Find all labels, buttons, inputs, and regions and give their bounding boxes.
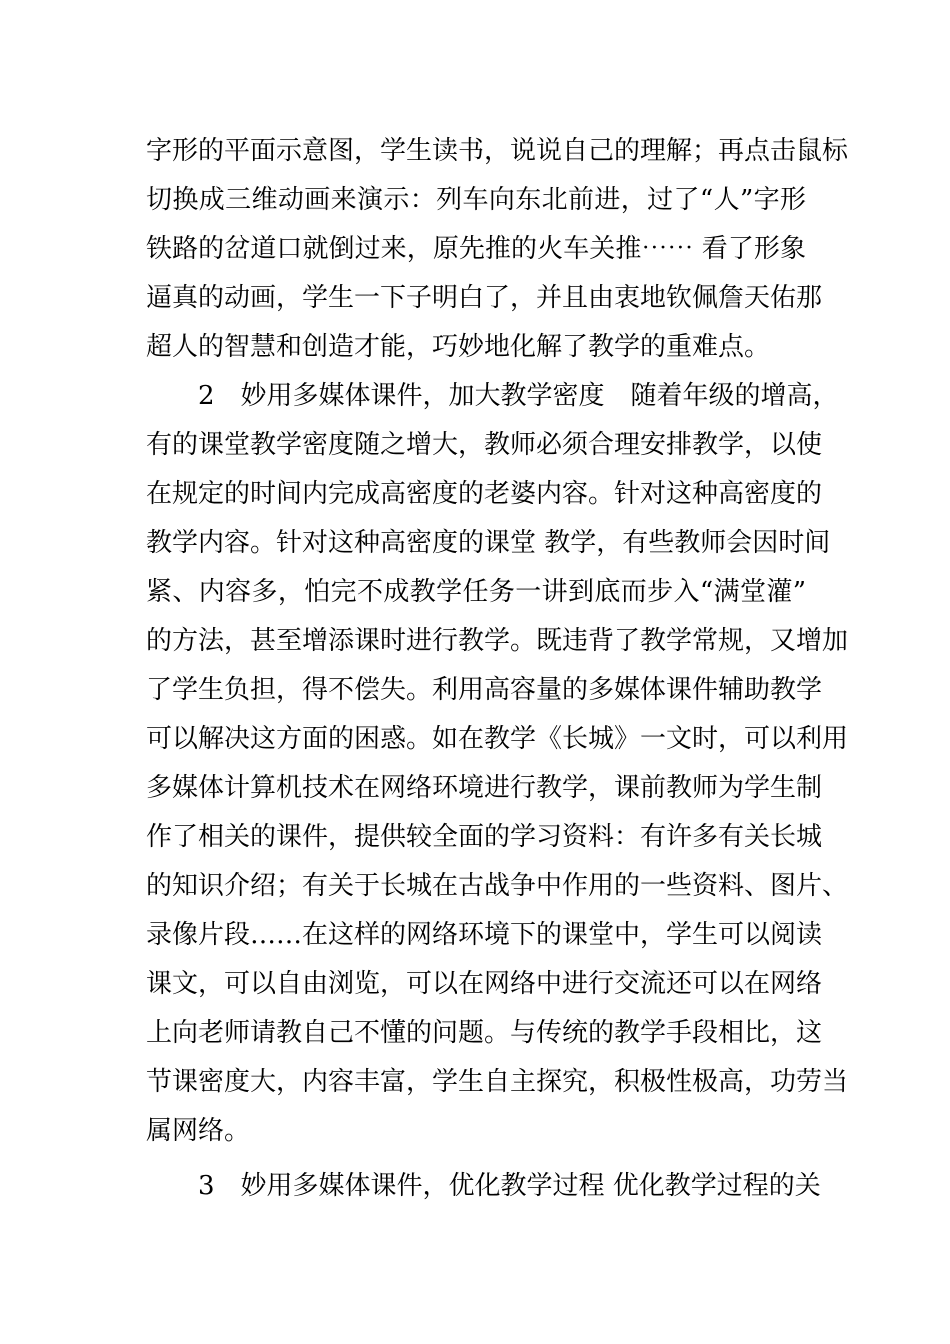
body-text [146, 127, 849, 1211]
section-heading-line: 3 妙用多媒体课件，优化教学过程 优化教学过程的关 [198, 1171, 821, 1201]
text-line: 逼真的动画，学生一下子明白了，并且由衷地钦佩詹天佑那 [146, 283, 823, 313]
text-line: 字形的平面示意图，学生读书，说说自己的理解；再点击鼠标 [146, 136, 849, 166]
text-line: 铁路的岔道口就倒过来，原先推的火车关推⋯⋯ 看了形象 [146, 234, 806, 264]
text-line: 可以解决这方面的困惑。如在教学《长城》一文时，可以利用 [146, 724, 849, 754]
text-line: 的知识介绍；有关于长城在古战争中作用的一些资料、图片、 [146, 871, 849, 901]
text-line: 超人的智慧和创造才能，巧妙地化解了教学的重难点。 [146, 332, 771, 362]
text-line: 属网络。 [146, 1116, 251, 1146]
text-line: 紧、内容多，怕完不成教学任务一讲到底而步入“满堂灌” [146, 577, 806, 607]
text-line: 了学生负担，得不偿失。利用高容量的多媒体课件辅助教学 [146, 675, 823, 705]
text-line: 课文，可以自由浏览，可以在网络中进行交流还可以在网络 [146, 969, 823, 999]
text-line: 多媒体计算机技术在网络环境进行教学，课前教师为学生制 [146, 773, 823, 803]
text-line: 节课密度大，内容丰富，学生自主探究，积极性极高，功劳当 [146, 1067, 849, 1097]
section-heading-line: 2 妙用多媒体课件，加大教学密度 随着年级的增高， [198, 381, 839, 411]
text-line: 在规定的时间内完成高密度的老婆内容。针对这种高密度的 [146, 479, 823, 509]
text-line: 录像片段……在这样的网络环境下的课堂中，学生可以阅读 [146, 920, 823, 950]
text-line: 教学内容。针对这种高密度的课堂 教学，有些教师会因时间 [146, 528, 831, 558]
text-line: 上向老师请教自己不懂的问题。与传统的教学手段相比，这 [146, 1018, 823, 1048]
text-line: 有的课堂教学密度随之增大，教师必须合理安排教学，以使 [146, 430, 823, 460]
text-line: 的方法，甚至增添课时进行教学。既违背了教学常规，又增加 [146, 626, 849, 656]
text-line: 切换成三维动画来演示：列车向东北前进，过了“人”字形 [146, 185, 806, 215]
text-line: 作了相关的课件，提供较全面的学习资料：有许多有关长城 [146, 822, 823, 852]
